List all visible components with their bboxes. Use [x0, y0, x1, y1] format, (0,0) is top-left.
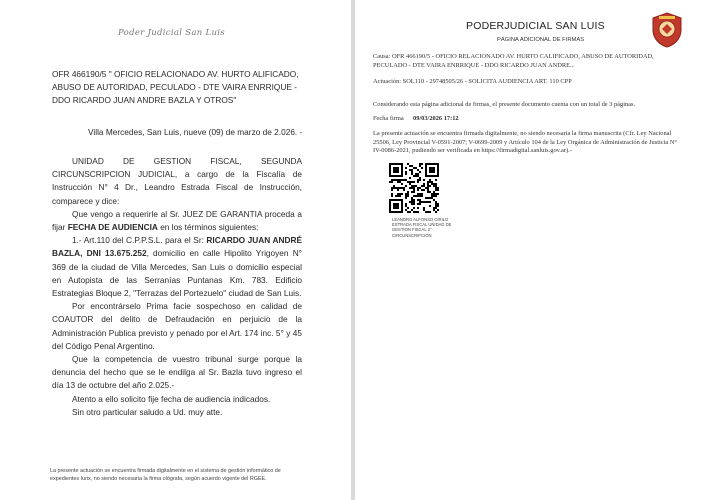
document-body [52, 155, 302, 419]
case-subject: OFR 466190/5 " OFICIO RELACIONADO AV. HURTO ALIFICADO, ABUSO DE AUTORIDAD, PECULADO - DTE VAIRA ENRRIQUE - DDO RICARDO JUAN ANDRE BAZLA Y OTROS" [52, 69, 299, 106]
verification-qr-icon[interactable] [389, 163, 439, 213]
signer-details: LEANDRO ALFONSO CIRILO ESTRADA FISCAL UNIDAD DE GESTION FISCAL 2° CIRCUNSCRIPCION [392, 217, 452, 238]
page-count-text: Considerando esta página adicional de firmas, el presente documento cuenta con un total de 3 páginas. [373, 101, 636, 108]
intro-paragraph: UNIDAD DE GESTION FISCAL, SEGUNDA CIRCUNSCRIPCION JUDICIAL, a cargo de la Fiscalía de Instrucción N° 4 Dr., Leandro Estrada Fiscal de Instrucción, comparece y dice: [52, 156, 302, 206]
item-lead: 1.- Art.110 del C.P.P.S.L. para el Sr: [72, 235, 207, 246]
left-document-page [0, 0, 351, 500]
item-paragraph [52, 234, 302, 300]
signature-page [355, 0, 706, 500]
digital-signature-footer: La presente actuación se encuentra firmada digitalmente en el sistema de gestión informático de expedientes Iurix, no siendo necesaria la firma ológrafa, según acuerdo vigente del RGEE. [50, 468, 281, 482]
causa-text: Causa: OFR 466190/5 - OFICIO RELACIONADO AV. HURTO CALIFICADO, ABUSO DE AUTORIDAD, PECULADO - DTE VAIRA ENRRIQUE - DDO RICARDO JUAN ANDRE... [373, 53, 654, 69]
signature-date-label: Fecha firma [373, 115, 404, 122]
signature-date-value: 09/03/2026 17:12 [413, 115, 459, 122]
request-tail: en los términos siguientes: [157, 222, 259, 233]
request-lead: Que vengo a requerirle al Sr. JUEZ DE GARANTIA proceda a fijar [52, 208, 302, 233]
legal-notice: La presente actuación se encuentra firmada digitalmente, no siendo necesaria la firma manuscrita (Cfr. Ley Nacional 25506, Ley Provincial V-0591-2007; V-0699-2009 y Artículo 104 de la Ley Orgánica de Administración de Justicia N° IV-0086-2021, pudiendo ser verificada en https://firmadigital.sanluis.gov.ar).- [373, 130, 677, 155]
signature-page-subtitle: PÁGINA ADICIONAL DE FIRMAS [497, 37, 585, 43]
competence-paragraph: Que la competencia de vuestro tribunal surge porque la denuncia del hecho que se le endilga al Sr. Bazla tuvo ingreso el día 13 de octubre del año 2.025.- [52, 354, 302, 391]
item-bold: RICARDO JUAN ANDRÉ BAZLA, DNI 13.675.252 [52, 235, 302, 259]
request-paragraph [52, 208, 302, 234]
item-tail: , domicilio en calle Hipolito Yrigoyen N° 369 de la ciudad de Villa Mercedes, San Luis o domicilio especial en Autopista de las Serranías Puntanas Km. 783. Edificio Estrategias Bloque 2, "Terrazas del Portezuelo" ciudad de San Luis. [52, 248, 302, 299]
request-bold: FECHA DE AUDIENCIA [67, 222, 158, 233]
letterhead-script: Poder Judicial San Luis [118, 28, 225, 38]
place-date: Villa Mercedes, San Luis, nueve (09) de marzo de 2.026. - [88, 127, 303, 137]
closing-line-1: Atento a ello solicito fije fecha de audiencia indicados. [72, 393, 271, 404]
actuacion-text: Actuación: SOL110 - 29748505/26 - SOLICITA AUDIENCIA ART. 110 CPP [373, 78, 572, 85]
court-seal-icon [651, 12, 683, 48]
signature-page-title: PODERJUDICIAL SAN LUIS [466, 20, 605, 32]
closing-line-2: Sin otro particular saludo a Ud. muy atte. [72, 406, 223, 417]
coautor-paragraph: Por encontrárselo Prima facie sospechoso en calidad de COAUTOR del delito de Defraudación en perjuicio de la Administración Publica previsto y penado por el Art. 174 inc. 5° y 45 del Código Penal Argentino. [52, 301, 302, 351]
